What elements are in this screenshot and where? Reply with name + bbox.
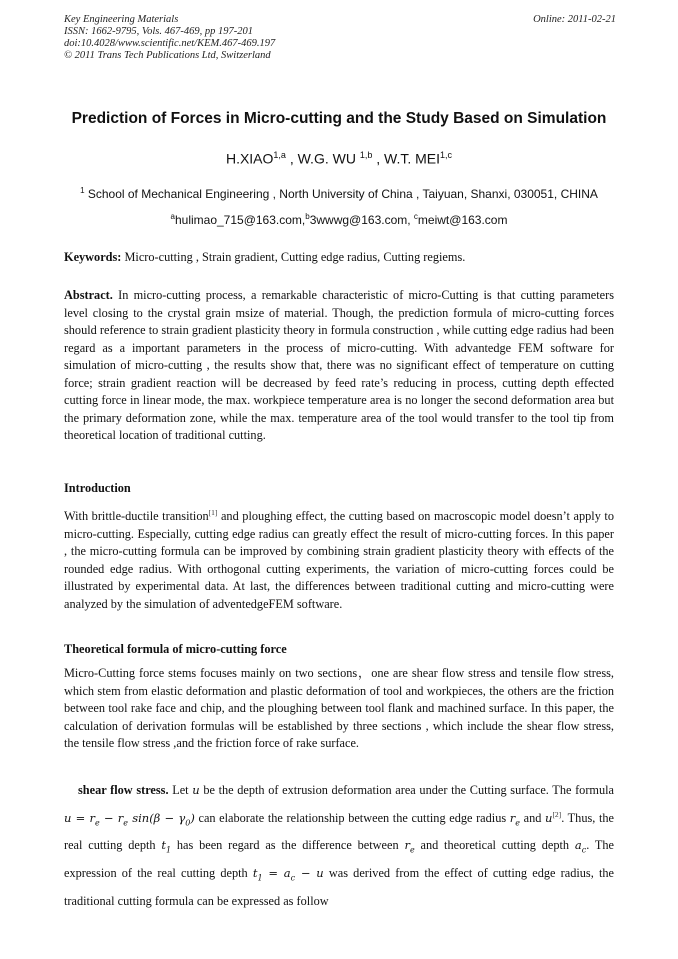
email-list <box>0 212 678 227</box>
affiliation-text: School of Mechanical Engineering , North University of China , Taiyuan, Shanxi, 030051, CHINA <box>87 187 598 201</box>
theory-paragraph: Micro-Cutting force stems focuses mainly on two sections，one are shear flow stress and tensile flow stress, which stem from elastic deformation and plastic deformation of tool and workpieces, the others are the friction between tool rake face and chip, and the ploughing between tool flank and machined surface. In this paper, the calculation of derivation formulas will be established by three sections , which include the shear flow stress, the tensile flow stress ,and the friction force of rake surface. <box>64 666 614 750</box>
keywords-text: Micro-cutting , Strain gradient, Cutting edge radius, Cutting regiems. <box>121 250 466 264</box>
keywords-label: Keywords: <box>64 250 122 264</box>
intro-text-2: and ploughing effect, the cutting based on macroscopic model doesn’t apply to micro-cutting. Especially, cutting edge radius can greatly effect the result of micro-cutting forces. In this paper , the micro-cutting formula can be improved by combining strain gradient plasticity theory with effects of the rounded edge radius. With orthogonal cutting experiments, the variation of micro-cutting forces could be illustrated by experimental data. At last, the differences between traditional cutting and micro-cutting were analyzed by the simulation of adventedgeFEM software. <box>64 509 615 611</box>
symbol-re: $r_e$ <box>404 838 415 855</box>
shear-text: was derived from the effect of cutting edge radius, the traditional cutting formula can be expressed as follow <box>64 866 614 908</box>
symbol-u: u <box>545 810 553 825</box>
keywords <box>64 249 614 267</box>
email-sup: b <box>305 212 310 221</box>
email-sup: c <box>413 212 418 221</box>
shear-text: and <box>520 810 546 825</box>
journal-header <box>64 14 616 62</box>
section-heading-theory: Theoretical formula of micro-cutting force <box>64 642 287 656</box>
online-date: Online: 2011-02-21 <box>533 14 616 25</box>
author-sup: 1,b <box>359 150 373 160</box>
author-name: W.G. WU <box>297 150 356 167</box>
shear-flow-paragraph <box>64 779 614 913</box>
citation-ref: [2] <box>552 809 562 819</box>
email-link[interactable]: hulimao_715@163.com, <box>174 213 306 227</box>
affiliation <box>0 186 678 201</box>
issn-line: ISSN: 1662-9795, Vols. 467-469, pp 197-201 <box>64 26 253 37</box>
shear-text: can elaborate the relationship between the cutting edge radius <box>194 810 510 825</box>
symbol-re: $r_e$ <box>509 810 520 827</box>
formula-u: $u = r_e - r_e$ $\sin(\beta - \gamma_0)$ <box>64 810 195 827</box>
abstract-label: Abstract. <box>64 288 113 302</box>
citation-ref: [1] <box>208 508 218 517</box>
symbol-t1: $t_1$ <box>161 838 172 855</box>
shear-text: be the depth of extrusion deformation area under the Cutting surface. The formula <box>199 783 614 797</box>
paper-title: Prediction of Forces in Micro-cutting and the Study Based on Simulation <box>71 110 607 127</box>
affiliation-sup: 1 <box>80 186 85 195</box>
doi-line: doi:10.4028/www.scientific.net/KEM.467-469.197 <box>64 38 276 49</box>
copyright-line: © 2011 Trans Tech Publications Ltd, Switzerland <box>64 50 271 61</box>
author-name: H.XIAO <box>225 150 274 167</box>
email-link[interactable]: meiwt@163.com <box>417 213 508 227</box>
author-name: W.T. MEI <box>384 150 441 167</box>
email-link[interactable]: 3wwwg@163.com, <box>309 213 414 227</box>
shear-text: has been regard as the difference between <box>171 838 405 853</box>
symbol-ac: $a_c$ <box>574 838 587 855</box>
shear-text: . The expression of the real cutting depth <box>64 838 614 881</box>
author-sup: 1,a <box>273 150 286 160</box>
shear-text: . Thus, the real cutting depth <box>64 810 614 853</box>
introduction-paragraph <box>64 504 614 613</box>
formula-t1: $t_1 = a_c - u$ <box>252 866 324 883</box>
email-sup: a <box>170 212 175 221</box>
author-sup: 1,c <box>440 150 453 160</box>
author-list: H.XIAO$^{1,a}$ , W.G. WU $^{1,b}$ , W.T. MEI$^{1,c}$ <box>225 150 453 167</box>
abstract-text: In micro-cutting process, a remarkable characteristic of micro-Cutting is that cutting parameters level closing to the crystal grain msize of material. Though, the prediction formula of micro-cutting forces should reference to strain gradient plasticity theory in formula construction , while cutting edge radius had been regard as a important parameters in the process of micro-cutting. With advantedge FEM software for simulation of micro-cutting , the results show that, there was no significant effect of temperature on cutting force; strain gradient reaction will be decreased by feed rate’s reducing in process, cutting depth effected cutting force in linear mode, the max. workpiece temperature area is no longer the second deformation area but the primary deformation zone, while the max. temperature area of the tool would transfer to the tool tip from theoretical location of traditional cutting. <box>64 288 614 442</box>
shear-text: and theoretical cutting depth <box>414 838 575 853</box>
shear-text: Let <box>168 783 193 797</box>
section-heading-introduction: Introduction <box>64 481 131 495</box>
symbol-u: u <box>192 783 200 797</box>
shear-label: shear flow stress. <box>78 783 169 797</box>
abstract <box>64 287 614 445</box>
journal-name: Key Engineering Materials <box>64 14 179 25</box>
intro-text-1: With brittle-ductile transition <box>64 509 209 523</box>
